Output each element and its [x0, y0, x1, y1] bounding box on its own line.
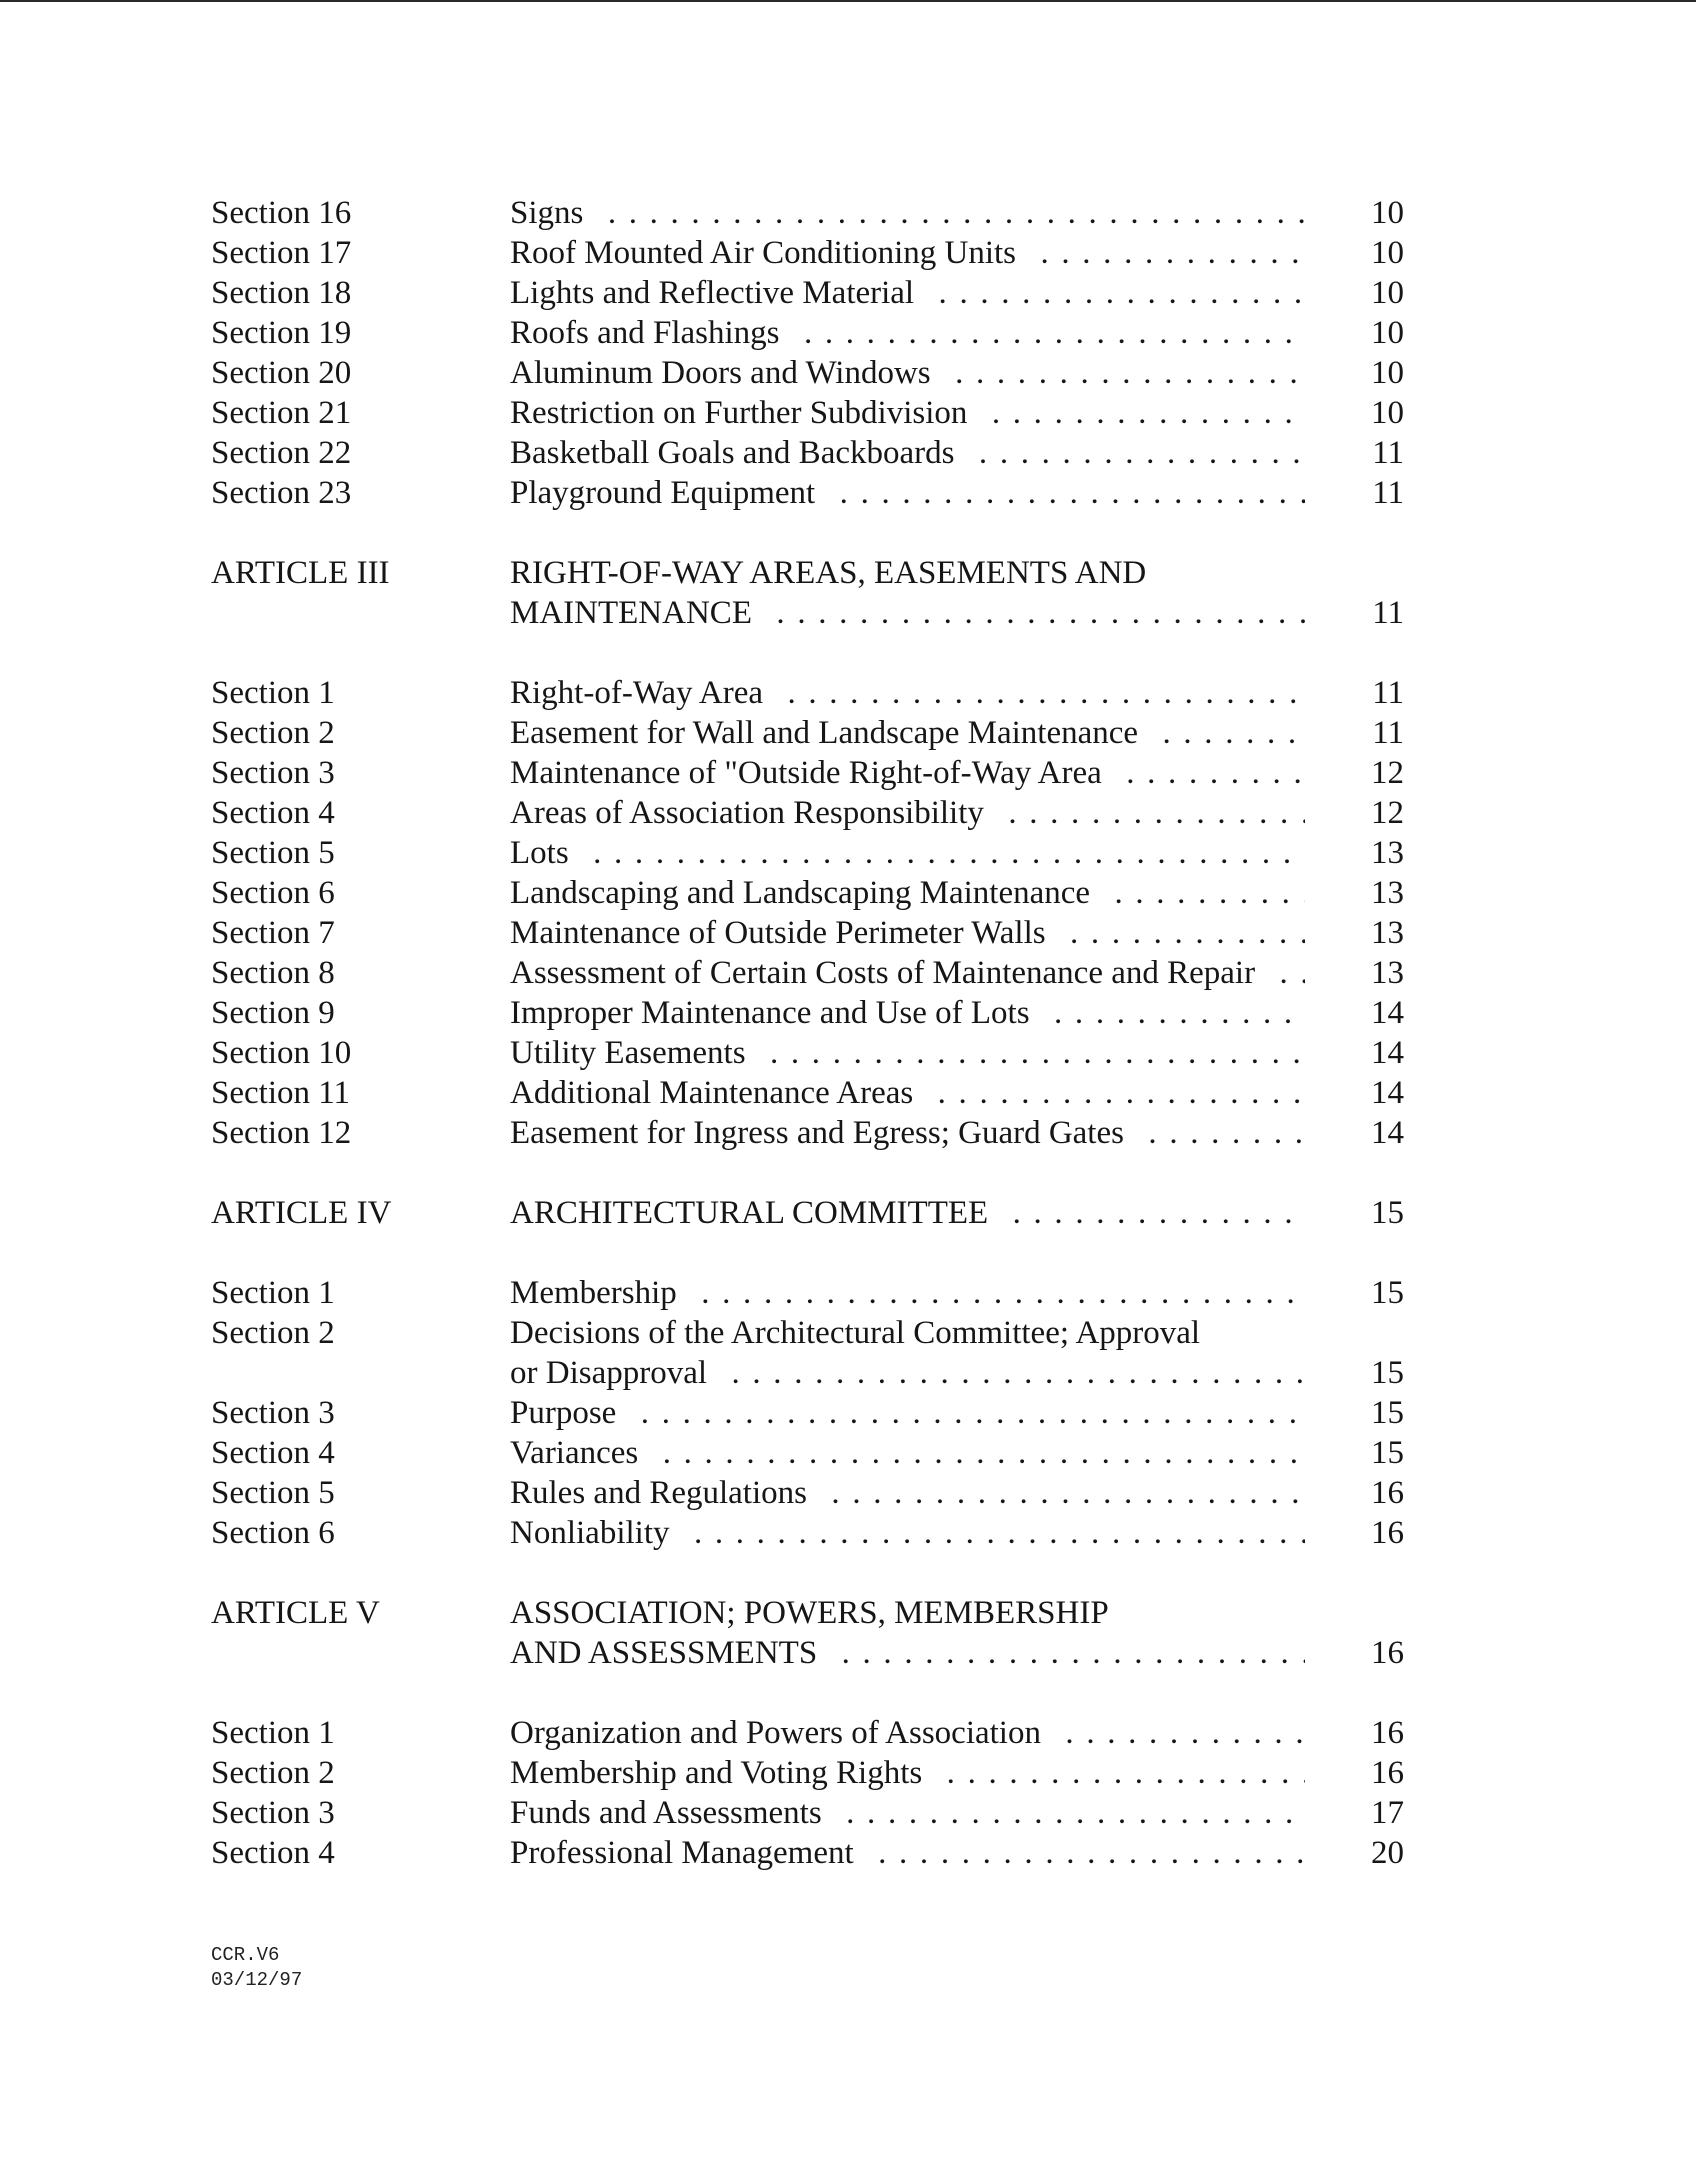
toc-entry-label: Section 23 [211, 475, 352, 511]
table-of-contents [0, 193, 1696, 1873]
toc-entry-label: ARTICLE V [211, 1595, 380, 1631]
toc-entry-page-number: 15 [1371, 1275, 1404, 1311]
toc-entry-title [510, 313, 1305, 353]
toc-entry-title [510, 1713, 1305, 1753]
toc-entry-label: Section 2 [211, 715, 335, 751]
toc-entry-title-line: Areas of Association Responsibility [510, 795, 998, 831]
toc-entry-page-number: 11 [1372, 475, 1404, 511]
toc-section-row [0, 993, 1696, 1033]
toc-entry-page-number: 10 [1371, 275, 1404, 311]
toc-entry-title [510, 553, 1305, 633]
toc-entry-label: Section 8 [211, 955, 335, 991]
toc-entry-title [510, 1313, 1305, 1393]
document-footer [211, 1943, 302, 1993]
toc-entry-label: ARTICLE III [211, 555, 390, 591]
toc-entry-label: Section 20 [211, 355, 352, 391]
toc-section-row [0, 873, 1696, 913]
toc-entry-page-number: 12 [1371, 755, 1404, 791]
toc-entry-title-line: Signs [510, 195, 597, 231]
toc-entry-title-line: Maintenance of "Outside Right-of-Way Area [510, 755, 1116, 791]
toc-entry-page-number: 10 [1371, 195, 1404, 231]
toc-entry-title-line: Lights and Reflective Material [510, 275, 928, 311]
toc-section-row [0, 433, 1696, 473]
toc-entry-label: Section 12 [211, 1115, 352, 1151]
toc-section-row [0, 1313, 1696, 1393]
toc-entry-page-number: 11 [1372, 435, 1404, 471]
toc-entry-title [510, 473, 1305, 513]
toc-entry-title [510, 673, 1305, 713]
toc-section-row [0, 273, 1696, 313]
group-spacer [0, 1553, 1696, 1593]
toc-entry-label: Section 3 [211, 755, 335, 791]
toc-entry-page-number: 11 [1372, 715, 1404, 751]
toc-entry-title [510, 433, 1305, 473]
toc-group [0, 1593, 1696, 1673]
toc-entry-title-line: Easement for Wall and Landscape Maintenance [510, 715, 1152, 751]
toc-entry-title [510, 1273, 1305, 1313]
toc-section-row [0, 473, 1696, 513]
toc-section-row [0, 233, 1696, 273]
group-spacer [0, 1153, 1696, 1193]
toc-entry-page-number: 16 [1371, 1755, 1404, 1791]
toc-group [0, 673, 1696, 1153]
toc-section-row [0, 1073, 1696, 1113]
toc-entry-title [510, 273, 1305, 313]
toc-entry-page-number: 14 [1371, 1115, 1404, 1151]
toc-entry-label: Section 1 [211, 675, 335, 711]
toc-entry-page-number: 14 [1371, 1075, 1404, 1111]
toc-entry-title-line: Additional Maintenance Areas [510, 1075, 927, 1111]
toc-group [0, 1273, 1696, 1553]
group-spacer [0, 633, 1696, 673]
toc-entry-page-number: 13 [1371, 875, 1404, 911]
toc-section-row [0, 1713, 1696, 1753]
toc-entry-title [510, 1113, 1305, 1153]
toc-section-row [0, 1273, 1696, 1313]
toc-section-row [0, 1833, 1696, 1873]
toc-entry-title-line: Membership and Voting Rights [510, 1755, 936, 1791]
toc-group [0, 193, 1696, 513]
toc-entry-page-number: 13 [1371, 835, 1404, 871]
toc-entry-title [510, 193, 1305, 233]
group-spacer [0, 1233, 1696, 1273]
toc-section-row [0, 753, 1696, 793]
toc-entry-title-line: Roof Mounted Air Conditioning Units [510, 235, 1030, 271]
toc-entry-page-number: 12 [1371, 795, 1404, 831]
toc-entry-page-number: 14 [1371, 995, 1404, 1031]
toc-entry-title [510, 1073, 1305, 1113]
toc-entry-title-line: Right-of-Way Area [510, 675, 777, 711]
toc-entry-title [510, 393, 1305, 433]
group-spacer [0, 1673, 1696, 1713]
toc-entry-title [510, 873, 1305, 913]
toc-entry-label: Section 16 [211, 195, 352, 231]
toc-entry-title [510, 833, 1305, 873]
toc-entry-label: Section 4 [211, 1435, 335, 1471]
toc-entry-title-line: RIGHT-OF-WAY AREAS, EASEMENTS AND [510, 555, 1160, 591]
toc-entry-title-line: Playground Equipment [510, 475, 829, 511]
toc-entry-title-line: Decisions of the Architectural Committee; Approval [510, 1315, 1214, 1351]
toc-entry-page-number: 20 [1371, 1835, 1404, 1871]
toc-entry-page-number: 10 [1371, 315, 1404, 351]
toc-article-row [0, 553, 1696, 633]
toc-group [0, 553, 1696, 633]
toc-entry-label: Section 17 [211, 235, 352, 271]
toc-entry-page-number: 15 [1371, 1395, 1404, 1431]
toc-entry-page-number: 16 [1371, 1515, 1404, 1551]
toc-entry-title-line: Basketball Goals and Backboards [510, 435, 968, 471]
toc-entry-title-line: Membership [510, 1275, 691, 1311]
toc-section-row [0, 673, 1696, 713]
toc-entry-title [510, 233, 1305, 273]
toc-entry-label: Section 4 [211, 795, 335, 831]
toc-entry-title [510, 1753, 1305, 1793]
toc-section-row [0, 713, 1696, 753]
toc-entry-title [510, 1473, 1305, 1513]
toc-entry-label: Section 1 [211, 1715, 335, 1751]
toc-entry-title [510, 713, 1305, 753]
toc-entry-title-line: Nonliability [510, 1515, 684, 1551]
toc-entry-title [510, 793, 1305, 833]
toc-entry-title [510, 913, 1305, 953]
toc-entry-title [510, 1833, 1305, 1873]
toc-entry-title-line: Purpose [510, 1395, 630, 1431]
toc-entry-title-line: Professional Management [510, 1835, 868, 1871]
toc-entry-title-line: AND ASSESSMENTS [510, 1635, 831, 1671]
toc-entry-title [510, 1433, 1305, 1473]
toc-entry-title [510, 1393, 1305, 1433]
toc-entry-label: Section 18 [211, 275, 352, 311]
toc-entry-page-number: 16 [1371, 1635, 1404, 1671]
toc-entry-title-line: Easement for Ingress and Egress; Guard Gates [510, 1115, 1138, 1151]
toc-section-row [0, 793, 1696, 833]
toc-entry-title-line: ARCHITECTURAL COMMITTEE [510, 1195, 1002, 1231]
toc-entry-label: Section 3 [211, 1795, 335, 1831]
toc-entry-label: Section 2 [211, 1315, 335, 1351]
toc-entry-title-line: or Disapproval [510, 1355, 721, 1391]
toc-entry-title-line: MAINTENANCE [510, 595, 766, 631]
toc-entry-label: Section 19 [211, 315, 352, 351]
toc-entry-label: Section 4 [211, 1835, 335, 1871]
toc-entry-label: Section 3 [211, 1395, 335, 1431]
toc-entry-page-number: 16 [1371, 1475, 1404, 1511]
toc-entry-title-line: Assessment of Certain Costs of Maintenance and Repair [510, 955, 1269, 991]
toc-entry-page-number: 10 [1371, 395, 1404, 431]
toc-entry-title [510, 993, 1305, 1033]
toc-entry-title-line: Maintenance of Outside Perimeter Walls [510, 915, 1060, 951]
toc-section-row [0, 1033, 1696, 1073]
toc-entry-page-number: 13 [1371, 955, 1404, 991]
toc-entry-title-line: Variances [510, 1435, 652, 1471]
toc-entry-page-number: 14 [1371, 1035, 1404, 1071]
toc-section-row [0, 1793, 1696, 1833]
toc-entry-title-line: Funds and Assessments [510, 1795, 836, 1831]
toc-entry-title-line: Rules and Regulations [510, 1475, 821, 1511]
toc-entry-label: Section 11 [211, 1075, 351, 1111]
footer-doc-id: CCR.V6 [211, 1944, 280, 1966]
toc-entry-label: Section 5 [211, 835, 335, 871]
toc-section-row [0, 1753, 1696, 1793]
toc-section-row [0, 833, 1696, 873]
toc-group [0, 1713, 1696, 1873]
toc-entry-title [510, 753, 1305, 793]
toc-section-row [0, 393, 1696, 433]
toc-entry-title [510, 1193, 1305, 1233]
toc-entry-page-number: 13 [1371, 915, 1404, 951]
toc-section-row [0, 1473, 1696, 1513]
toc-entry-page-number: 10 [1371, 355, 1404, 391]
toc-entry-title-line: Aluminum Doors and Windows [510, 355, 945, 391]
toc-entry-page-number: 15 [1371, 1435, 1404, 1471]
toc-entry-title-line: Organization and Powers of Association [510, 1715, 1055, 1751]
toc-entry-title-line: Lots [510, 835, 583, 871]
toc-entry-label: ARTICLE IV [211, 1195, 392, 1231]
toc-section-row [0, 1393, 1696, 1433]
footer-date: 03/12/97 [211, 1969, 303, 1991]
toc-section-row [0, 953, 1696, 993]
toc-entry-title [510, 353, 1305, 393]
toc-section-row [0, 193, 1696, 233]
toc-entry-page-number: 16 [1371, 1715, 1404, 1751]
toc-entry-title [510, 1033, 1305, 1073]
toc-section-row [0, 353, 1696, 393]
toc-entry-title [510, 1793, 1305, 1833]
toc-entry-title [510, 1593, 1305, 1673]
toc-entry-title-line: Roofs and Flashings [510, 315, 794, 351]
toc-group [0, 1193, 1696, 1233]
toc-entry-label: Section 2 [211, 1755, 335, 1791]
toc-entry-page-number: 15 [1371, 1195, 1404, 1231]
toc-entry-title-line: ASSOCIATION; POWERS, MEMBERSHIP [510, 1595, 1123, 1631]
toc-entry-label: Section 5 [211, 1475, 335, 1511]
toc-section-row [0, 1433, 1696, 1473]
top-border-line [0, 0, 1696, 2]
toc-section-row [0, 913, 1696, 953]
toc-entry-page-number: 11 [1372, 595, 1404, 631]
toc-section-row [0, 313, 1696, 353]
toc-entry-title [510, 953, 1305, 993]
toc-entry-title-line: Landscaping and Landscaping Maintenance [510, 875, 1104, 911]
toc-entry-title-line: Improper Maintenance and Use of Lots [510, 995, 1044, 1031]
toc-entry-label: Section 10 [211, 1035, 352, 1071]
toc-entry-label: Section 21 [211, 395, 352, 431]
toc-entry-title-line: Utility Easements [510, 1035, 760, 1071]
toc-entry-label: Section 6 [211, 1515, 335, 1551]
toc-entry-page-number: 11 [1372, 675, 1404, 711]
toc-entry-page-number: 15 [1371, 1355, 1404, 1391]
toc-entry-label: Section 9 [211, 995, 335, 1031]
toc-section-row [0, 1513, 1696, 1553]
toc-entry-title-line: Restriction on Further Subdivision [510, 395, 981, 431]
toc-article-row [0, 1593, 1696, 1673]
toc-entry-page-number: 17 [1371, 1795, 1404, 1831]
group-spacer [0, 513, 1696, 553]
toc-entry-label: Section 22 [211, 435, 352, 471]
toc-section-row [0, 1113, 1696, 1153]
toc-entry-label: Section 7 [211, 915, 335, 951]
toc-entry-label: Section 6 [211, 875, 335, 911]
toc-entry-page-number: 10 [1371, 235, 1404, 271]
toc-entry-label: Section 1 [211, 1275, 335, 1311]
toc-article-row [0, 1193, 1696, 1233]
toc-entry-title [510, 1513, 1305, 1553]
